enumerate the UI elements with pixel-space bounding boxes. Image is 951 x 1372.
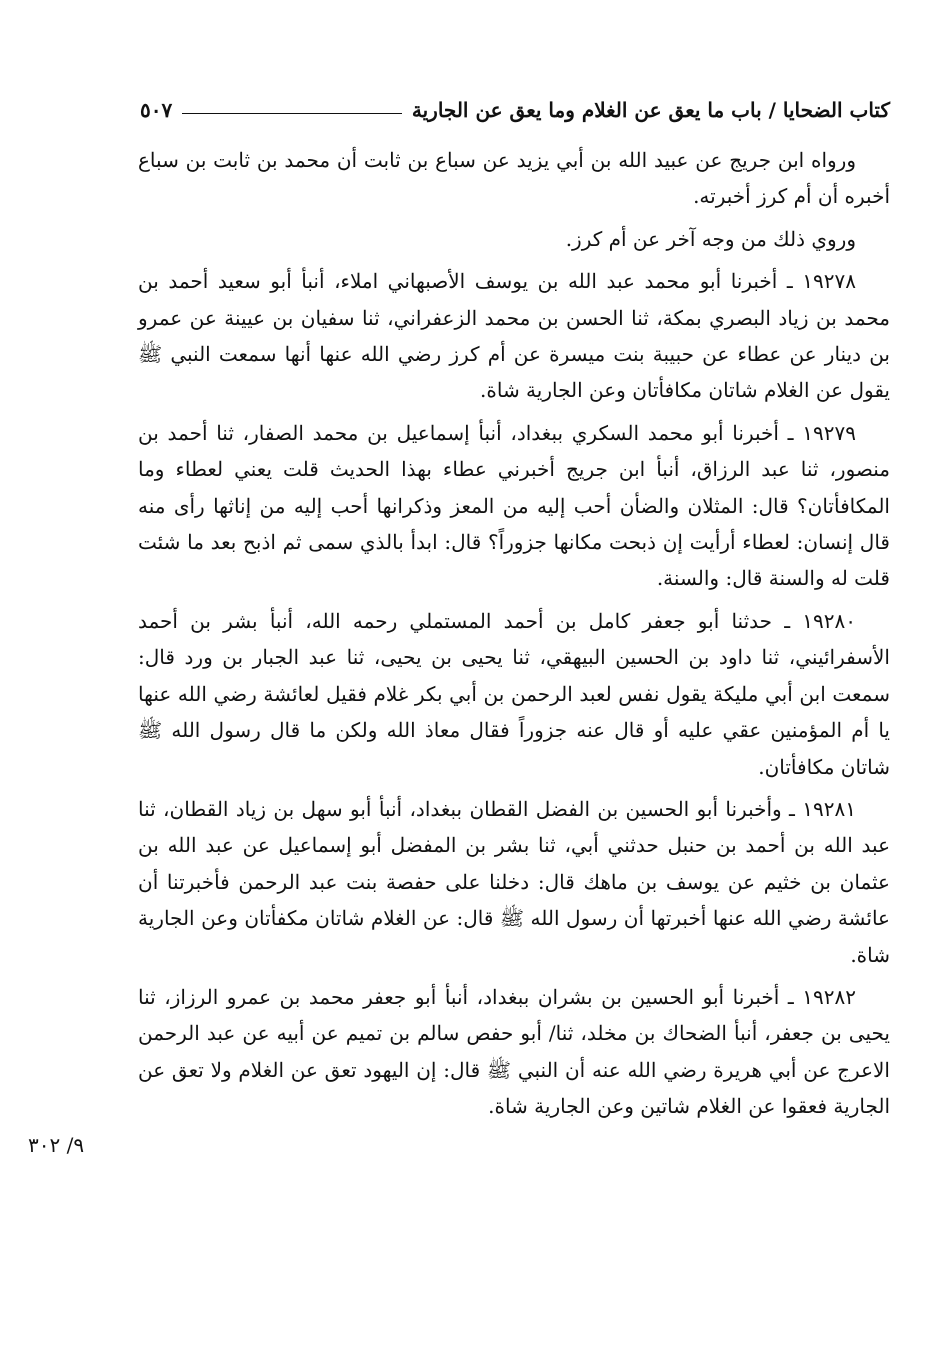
header-rule <box>182 113 402 114</box>
margin-reference: ٩/ ٣٠٢ <box>28 1133 85 1157</box>
paragraph-hadith-19281: ١٩٢٨١ ـ وأخبرنا أبو الحسين بن الفضل القطان ببغداد، أنبأ أبو سهل بن زياد القطان، ثنا عبد الله بن أحمد بن حنبل حدثني أبي، ثنا بشر بن المفضل أبو إسماعيل عن عبد الله بن عثمان بن خثيم عن يوسف بن ماهك قال: دخلنا على حفصة بنت عبد الرحمن فأخبرتنا أن عائشة رضي الله عنها أخبرتها أن رسول الله ﷺ قال: عن الغلام شاتان مكفأتان وعن الجارية شاة. <box>138 796 890 967</box>
paragraph-other-route: وروي ذلك من وجه آخر عن أم كرز. <box>565 226 856 251</box>
paragraph-hadith-19280: ١٩٢٨٠ ـ حدثنا أبو جعفر كامل بن أحمد المستملي رحمه الله، أنبأ بشر بن أحمد الأسفرائيني، ثنا داود بن الحسين البيهقي، ثنا يحيى بن يحيى، ثنا عبد الجبار بن ورد قال: سمعت ابن أبي مليكة يقول نفس لعبد الرحمن بن أبي بكر غلام فقيل لعائشة رضي الله عنها يا أم المؤمنين عقي عليه أو قال عنه جزوراً فقال معاذ الله ولكن ما قال رسول الله ﷺ شاتان مكافأتان. <box>138 608 890 779</box>
paragraph-hadith-19279: ١٩٢٧٩ ـ أخبرنا أبو محمد السكري ببغداد، أنبأ إسماعيل بن محمد الصفار، ثنا أحمد بن منصور، ثنا عبد الرزاق، أنبأ ابن جريج أخبرني عطاء بهذا الحديث قلت يعني لعطاء وما المكافأتان؟ قال: المثلان والضأن أحب إليه من المعز وذكرانها أحب إليه من إناثها رأى منه قال إنسان: لعطاء أرأيت إن ذبحت مكانها جزوراً؟ قال: ابدأ بالذي سمى ثم اذبح بعد ما شئت قلت له والسنة قال: والسنة. <box>138 420 890 591</box>
page-header <box>140 88 890 122</box>
paragraph-hadith-19278: ١٩٢٧٨ ـ أخبرنا أبو محمد عبد الله بن يوسف الأصبهاني املاء، أنبأ أبو سعيد أحمد بن محمد بن زياد البصري بمكة، ثنا الحسن بن محمد الزعفراني، ثنا سفيان بن عيينة عن عمرو بن دينار عن عطاء عن حبيبة بنت ميسرة عن أم كرز رضي الله عنها أنها سمعت النبي ﷺ يقول عن الغلام شاتان مكافأتان وعن الجارية شاة. <box>138 269 890 403</box>
paragraph-hadith-19282: ١٩٢٨٢ ـ أخبرنا أبو الحسين بن بشران ببغداد، أنبأ أبو جعفر محمد بن عمرو الرزاز، ثنا يحيى بن جعفر، أنبأ الضحاك بن مخلد، ثنا/ أبو حفص سالم بن تميم عن أبيه عن عبد الرحمن الاعرج عن أبي هريرة رضي الله عنه أن النبي ﷺ قال: إن اليهود تعق عن الغلام ولا تعق عن الجارية فعقوا عن الغلام شاتين وعن الجارية شاة. <box>138 984 890 1119</box>
paragraph-intro-riwaya: ورواه ابن جريج عن عبيد الله بن أبي يزيد عن سباع بن ثابت أن محمد بن ثابت بن سباع أخبره أن أم كرز أخبرته. <box>138 148 890 209</box>
header-title: كتاب الضحايا / باب ما يعق عن الغلام وما يعق عن الجارية <box>411 98 890 122</box>
page-number: ٥٠٧ <box>140 98 173 122</box>
body-text <box>138 142 890 1131</box>
